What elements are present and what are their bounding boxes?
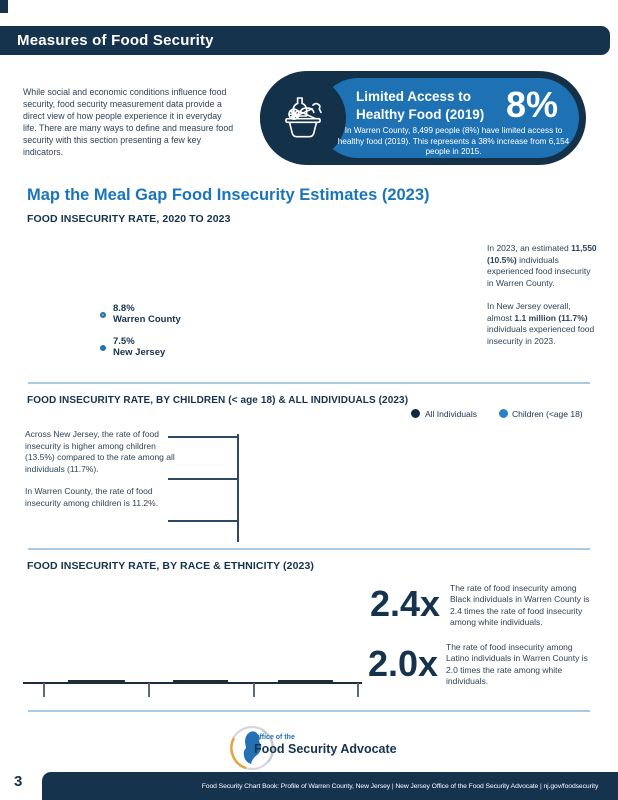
chart2-gridline	[168, 436, 237, 438]
grocery-basket-icon	[276, 89, 330, 148]
legend-dot-all-individuals	[411, 409, 420, 418]
intro-paragraph: While social and economic conditions influence food security, food security measurement data provide a direct view of how people experience it in everyday life. There are many ways to define and measure food security with this section presenting a few key indicators.	[23, 87, 234, 157]
chart3-bar-baseline	[173, 680, 228, 684]
page-title: Measures of Food Security	[17, 32, 214, 49]
callout-description: In Warren County, 8,499 people (8%) have limited access to healthy food (2019). This represents a 38% increase from 6,154 people in 2015.	[337, 126, 570, 156]
logo-text-advocate: Food Security Advocate	[254, 742, 397, 756]
footer-bar	[42, 772, 618, 800]
chart2-gridline	[168, 478, 237, 480]
chart2-axis-line	[237, 434, 239, 542]
new-jersey-point-value: 7.5%	[113, 336, 135, 347]
section-divider	[28, 710, 590, 712]
warren-county-point-value: 8.8%	[113, 303, 135, 314]
chart3-bar-baseline	[68, 680, 125, 684]
legend-dot-children	[499, 409, 508, 418]
nj-food-security-advocate-logo	[228, 722, 413, 772]
stat-latino-text: The rate of food insecurity among Latino individuals in Warren County is 2.0 times the rate among white individuals.	[446, 642, 588, 686]
chart1-title: FOOD INSECURITY RATE, 2020 TO 2023	[27, 213, 231, 225]
stat-black-text: The rate of food insecurity among Black individuals in Warren County is 2.4 times the rate of food insecurity among white individuals.	[450, 583, 590, 627]
warren-county-point-marker	[100, 312, 106, 318]
chart3-tick	[43, 683, 45, 697]
chart2-note-2: In Warren County, the rate of food insecurity among children is 11.2%.	[25, 486, 159, 508]
limited-access-callout	[260, 71, 586, 165]
chart2-gridline	[168, 520, 237, 522]
legend-label-children: Children (<age 18)	[512, 409, 583, 419]
page-header	[0, 26, 610, 55]
new-jersey-point-marker	[100, 345, 106, 351]
stat-black-multiplier: 2.4x	[370, 583, 441, 624]
corner-notch	[0, 0, 8, 13]
chart3-bar-baseline	[278, 680, 333, 684]
chart3-tick	[357, 683, 359, 697]
chart3-tick	[148, 683, 150, 697]
warren-county-point-label: Warren County	[113, 314, 181, 325]
page-number: 3	[14, 773, 23, 790]
chart3-title: FOOD INSECURITY RATE, BY RACE & ETHNICITY (2023)	[27, 560, 314, 572]
section-heading-meal-gap: Map the Meal Gap Food Insecurity Estimates (2023)	[27, 186, 430, 204]
stat-latino-multiplier: 2.0x	[368, 643, 439, 684]
chart1-note-1: In 2023, an estimated 11,550 (10.5%) individuals experienced food insecurity in Warren County.	[487, 243, 597, 288]
logo-text-office: Office of the	[254, 734, 295, 741]
chart2-notes	[25, 429, 175, 510]
chart2-note-1: Across New Jersey, the rate of food insecurity is higher among children (13.5%) compared to the rate among all individuals (11.7%).	[25, 429, 175, 474]
chart3-tick	[253, 683, 255, 697]
section-divider	[28, 548, 590, 550]
chart2-title: FOOD INSECURITY RATE, BY CHILDREN (< age 18) & ALL INDIVIDUALS (2023)	[27, 395, 409, 406]
footer-text: Food Security Chart Book: Profile of Warren County, New Jersey | New Jersey Office of the Food Security Advocate | nj.gov/foodsecurity	[201, 782, 599, 790]
chart1-note-2: In New Jersey overall, almost 1.1 million (11.7%) individuals experienced food insecurity in 2023.	[487, 301, 595, 346]
new-jersey-point-label: New Jersey	[113, 347, 166, 358]
callout-stat-value: 8%	[505, 84, 558, 125]
chart1-notes	[487, 243, 597, 347]
legend-label-all-individuals: All Individuals	[425, 409, 477, 419]
section-divider	[28, 382, 590, 384]
callout-title: Limited Access to Healthy Food (2019)	[356, 89, 485, 122]
